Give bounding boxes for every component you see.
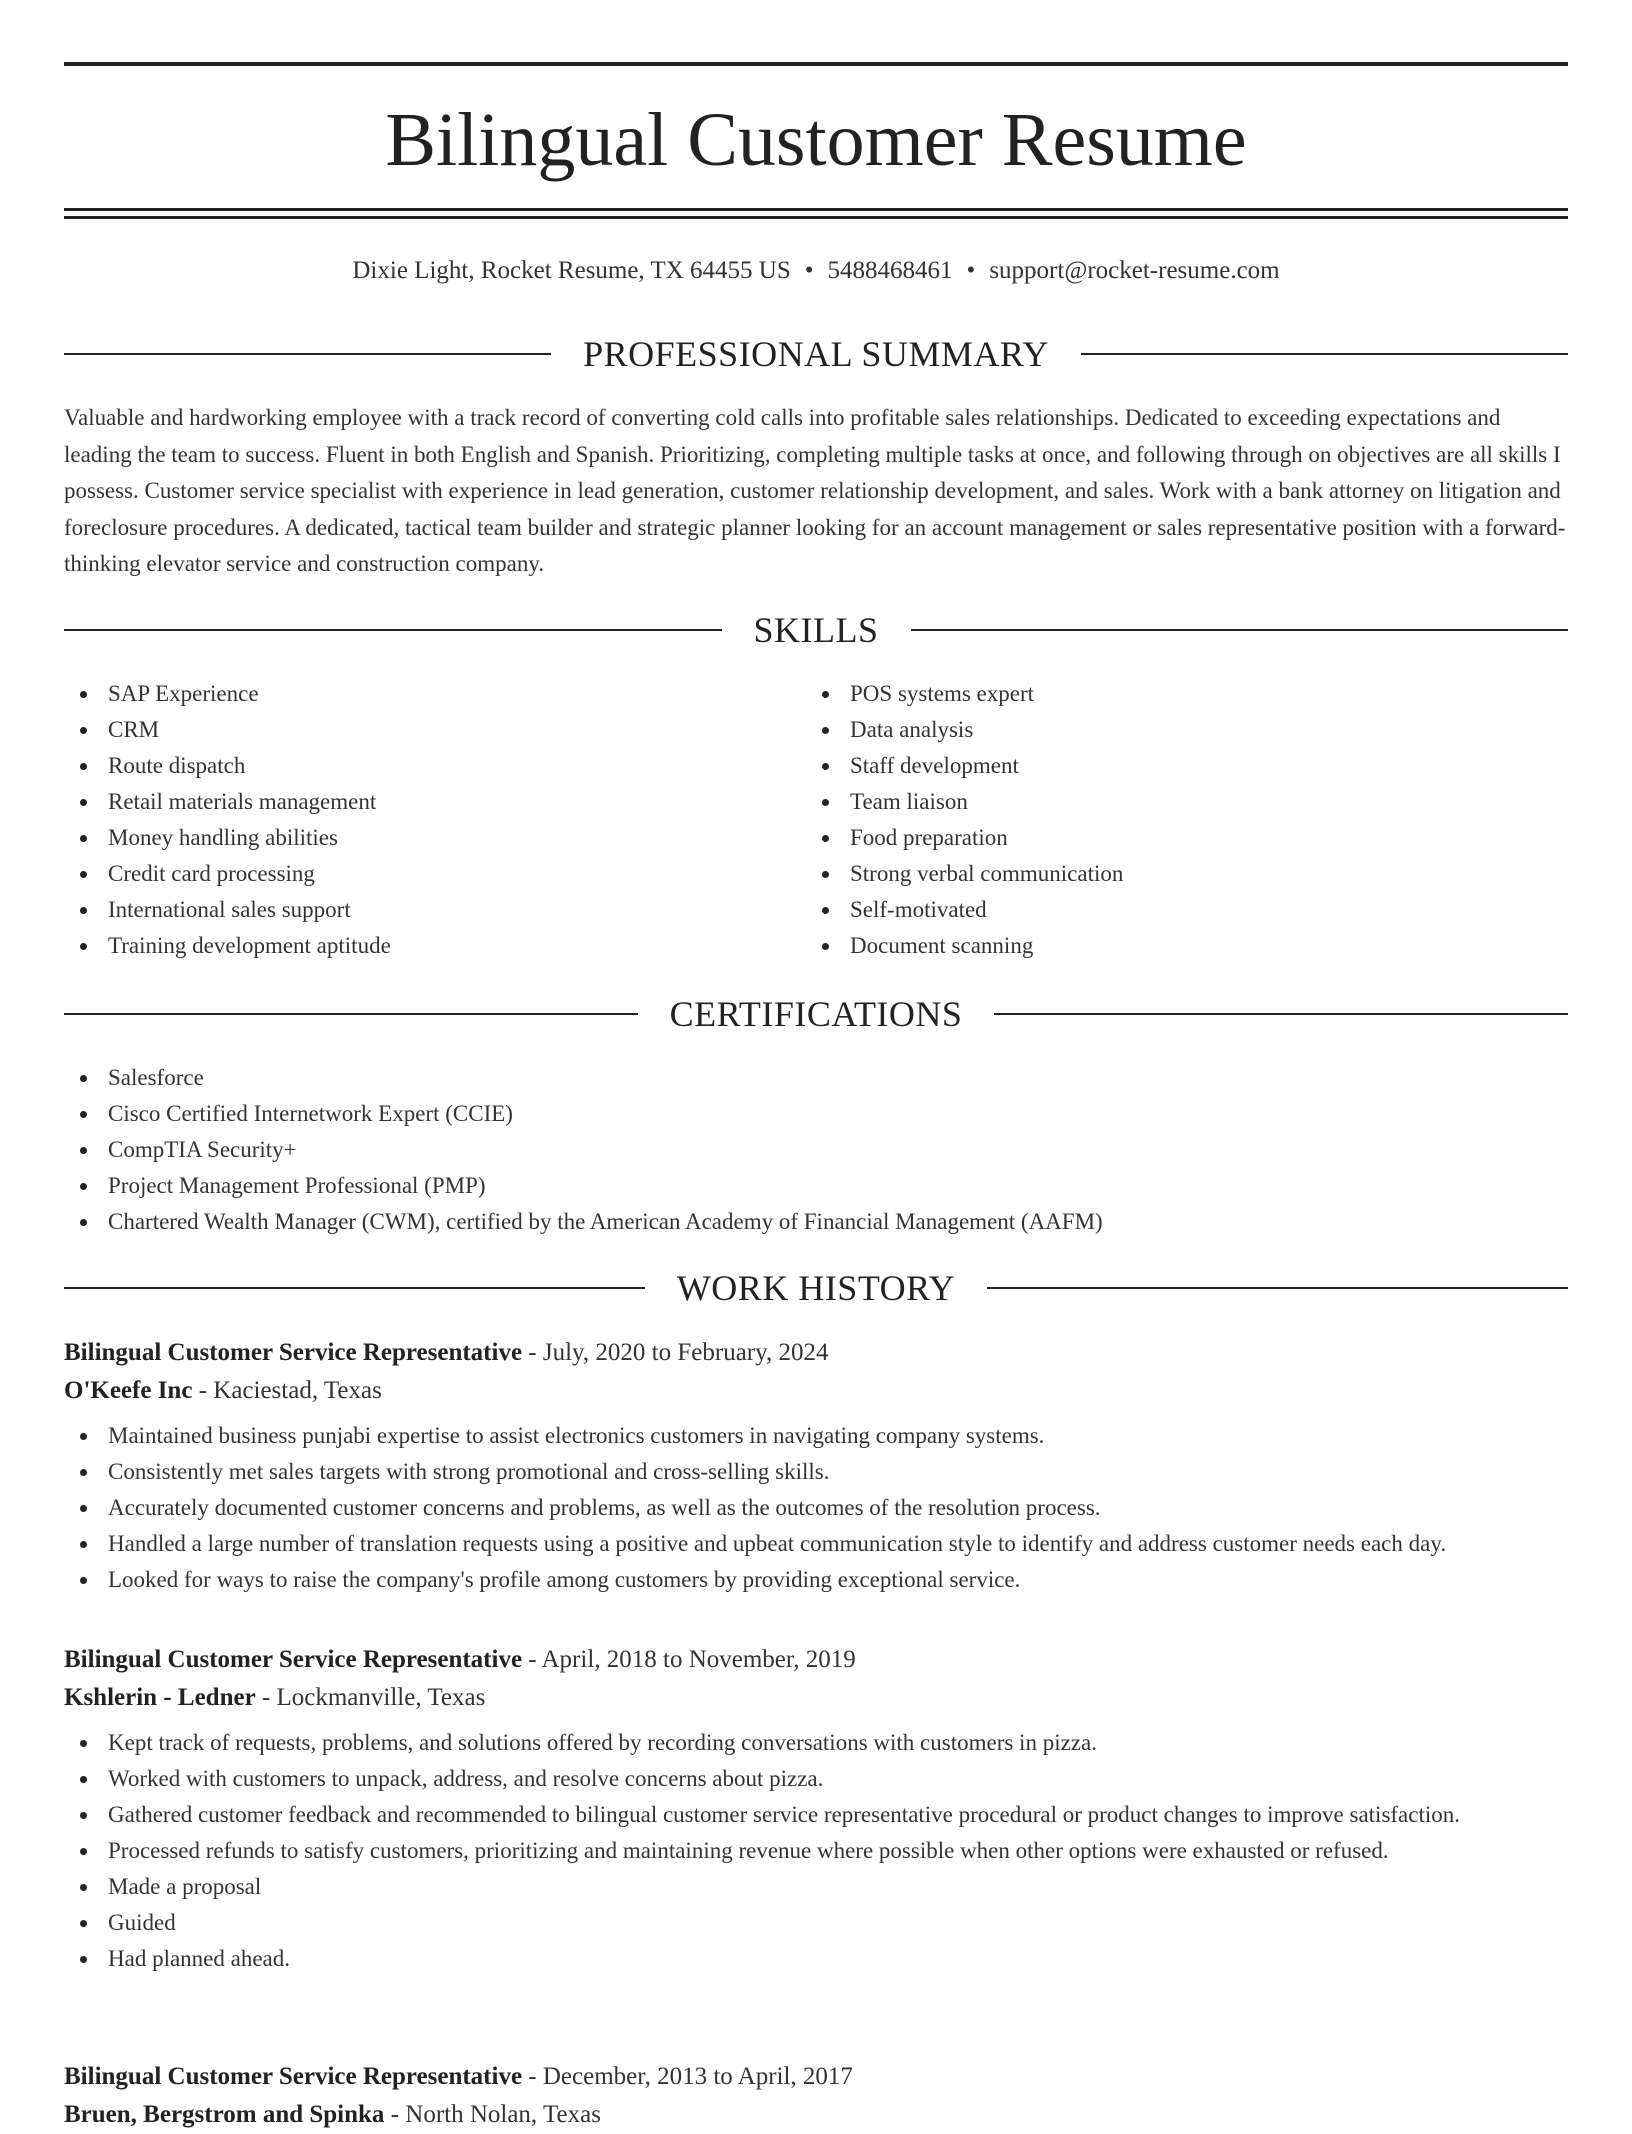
job-company-line: [64, 1679, 1568, 1717]
contact-email: support@rocket-resume.com: [989, 257, 1280, 284]
job-title: Bilingual Customer Service Representative: [64, 1339, 523, 1366]
job-company: Bruen, Bergstrom and Spinka: [64, 2101, 385, 2128]
contact-line: [64, 254, 1568, 288]
job-title-line: [64, 2058, 1568, 2096]
section-title: SKILLS: [753, 610, 879, 650]
job-bullet: Processed refunds to satisfy customers, prioritizing and maintaining revenue where possible when other options were exhausted or refused.: [64, 1833, 1568, 1869]
heading-rule-left: [64, 1013, 638, 1015]
section-heading-certifications: [64, 992, 1568, 1036]
skills-column-right: [806, 676, 1566, 964]
certification-item: CompTIA Security+: [64, 1132, 1568, 1168]
skill-item: Route dispatch: [64, 748, 804, 784]
skill-item: SAP Experience: [64, 676, 804, 712]
job-bullet: Looked for ways to raise the company's profile among customers by providing exceptional service.: [64, 1562, 1568, 1598]
job-bullet: Handled a large number of translation requests using a positive and upbeat communication style to identify and address customer needs each day.: [64, 1526, 1568, 1562]
job-entry: [64, 2058, 1568, 2134]
skill-item: CRM: [64, 712, 804, 748]
skills-column-left: [64, 676, 804, 964]
job-bullet: Had planned ahead.: [64, 1941, 1568, 1977]
job-bullet: Consistently met sales targets with strong promotional and cross-selling skills.: [64, 1454, 1568, 1490]
certification-item: Chartered Wealth Manager (CWM), certified by the American Academy of Financial Management (AAFM): [64, 1204, 1568, 1240]
section-title: WORK HISTORY: [676, 1268, 956, 1308]
heading-rule-right: [987, 1287, 1568, 1289]
section-heading-skills: [64, 608, 1568, 652]
job-bullet: Kept track of requests, problems, and solutions offered by recording conversations with customers in pizza.: [64, 1725, 1568, 1761]
job-location: - Lockmanville, Texas: [255, 1684, 486, 1711]
job-bullet: Worked with customers to unpack, address, and resolve concerns about pizza.: [64, 1761, 1568, 1797]
skill-item: Money handling abilities: [64, 820, 804, 856]
section-title: PROFESSIONAL SUMMARY: [583, 334, 1049, 374]
section-heading-work-history: [64, 1266, 1568, 1310]
skill-item: Strong verbal communication: [806, 856, 1566, 892]
summary-text: Valuable and hardworking employee with a track record of converting cold calls into profitable sales relationships. Dedicated to exceeding expectations and leading the team to success. Fluent in both English and Spanish. Prioritizing, completing multiple tasks at once, and following through on objectives are all skills I possess. Customer service specialist with experience in lead generation, customer relationship development, and sales. Work with a bank attorney on litigation and foreclosure procedures. A dedicated, tactical team builder and strategic planner looking for an account management or sales representative position with a forward-thinking elevator service and construction company.: [64, 405, 1566, 576]
job-bullet: Maintained business punjabi expertise to assist electronics customers in navigating company systems.: [64, 1418, 1568, 1454]
job-bullet: Made a proposal: [64, 1869, 1568, 1905]
skill-item: Credit card processing: [64, 856, 804, 892]
job-title: Bilingual Customer Service Representative: [64, 2063, 523, 2090]
resume-title: Bilingual Customer Resume: [385, 98, 1247, 182]
skill-item: POS systems expert: [806, 676, 1566, 712]
skill-item: Staff development: [806, 748, 1566, 784]
job-bullet: Gathered customer feedback and recommended to bilingual customer service representative procedural or product changes to improve satisfaction.: [64, 1797, 1568, 1833]
double-rule-upper: [64, 208, 1568, 211]
heading-rule-right: [994, 1013, 1568, 1015]
job-company: O'Keefe Inc: [64, 1377, 193, 1404]
certification-item: Project Management Professional (PMP): [64, 1168, 1568, 1204]
job-dates: - July, 2020 to February, 2024: [522, 1339, 829, 1366]
section-heading-summary: [64, 332, 1568, 376]
certification-item: Cisco Certified Internetwork Expert (CCIE): [64, 1096, 1568, 1132]
skill-item: Retail materials management: [64, 784, 804, 820]
job-entry: [64, 1334, 1568, 1598]
contact-separator: •: [966, 257, 976, 284]
job-dates: - December, 2013 to April, 2017: [522, 2063, 853, 2090]
skill-item: Team liaison: [806, 784, 1566, 820]
skill-item: Data analysis: [806, 712, 1566, 748]
heading-rule-right: [1081, 353, 1568, 355]
job-title-line: [64, 1641, 1568, 1679]
job-entry: [64, 1641, 1568, 1977]
skill-item: International sales support: [64, 892, 804, 928]
heading-rule-left: [64, 1287, 645, 1289]
job-company: Kshlerin - Ledner: [64, 1684, 256, 1711]
heading-rule-left: [64, 353, 551, 355]
job-company-line: [64, 2096, 1568, 2134]
job-location: - North Nolan, Texas: [384, 2101, 601, 2128]
heading-rule-left: [64, 629, 722, 631]
job-location: - Kaciestad, Texas: [192, 1377, 382, 1404]
job-bullet: Accurately documented customer concerns and problems, as well as the outcomes of the resolution process.: [64, 1490, 1568, 1526]
job-dates: - April, 2018 to November, 2019: [522, 1646, 856, 1673]
job-title: Bilingual Customer Service Representative: [64, 1646, 523, 1673]
job-title-line: [64, 1334, 1568, 1372]
certifications-list: [64, 1060, 1568, 1240]
skill-item: Self-motivated: [806, 892, 1566, 928]
top-rule: [64, 62, 1568, 66]
job-bullet: Guided: [64, 1905, 1568, 1941]
job-company-line: [64, 1372, 1568, 1410]
skill-item: Training development aptitude: [64, 928, 804, 964]
skill-item: Document scanning: [806, 928, 1566, 964]
contact-phone: 5488468461: [827, 257, 953, 284]
certification-item: Salesforce: [64, 1060, 1568, 1096]
heading-rule-right: [911, 629, 1569, 631]
skill-item: Food preparation: [806, 820, 1566, 856]
contact-separator: •: [804, 257, 814, 284]
double-rule-lower: [64, 216, 1568, 219]
contact-address: Dixie Light, Rocket Resume, TX 64455 US: [352, 257, 791, 284]
section-title: CERTIFICATIONS: [669, 994, 963, 1034]
